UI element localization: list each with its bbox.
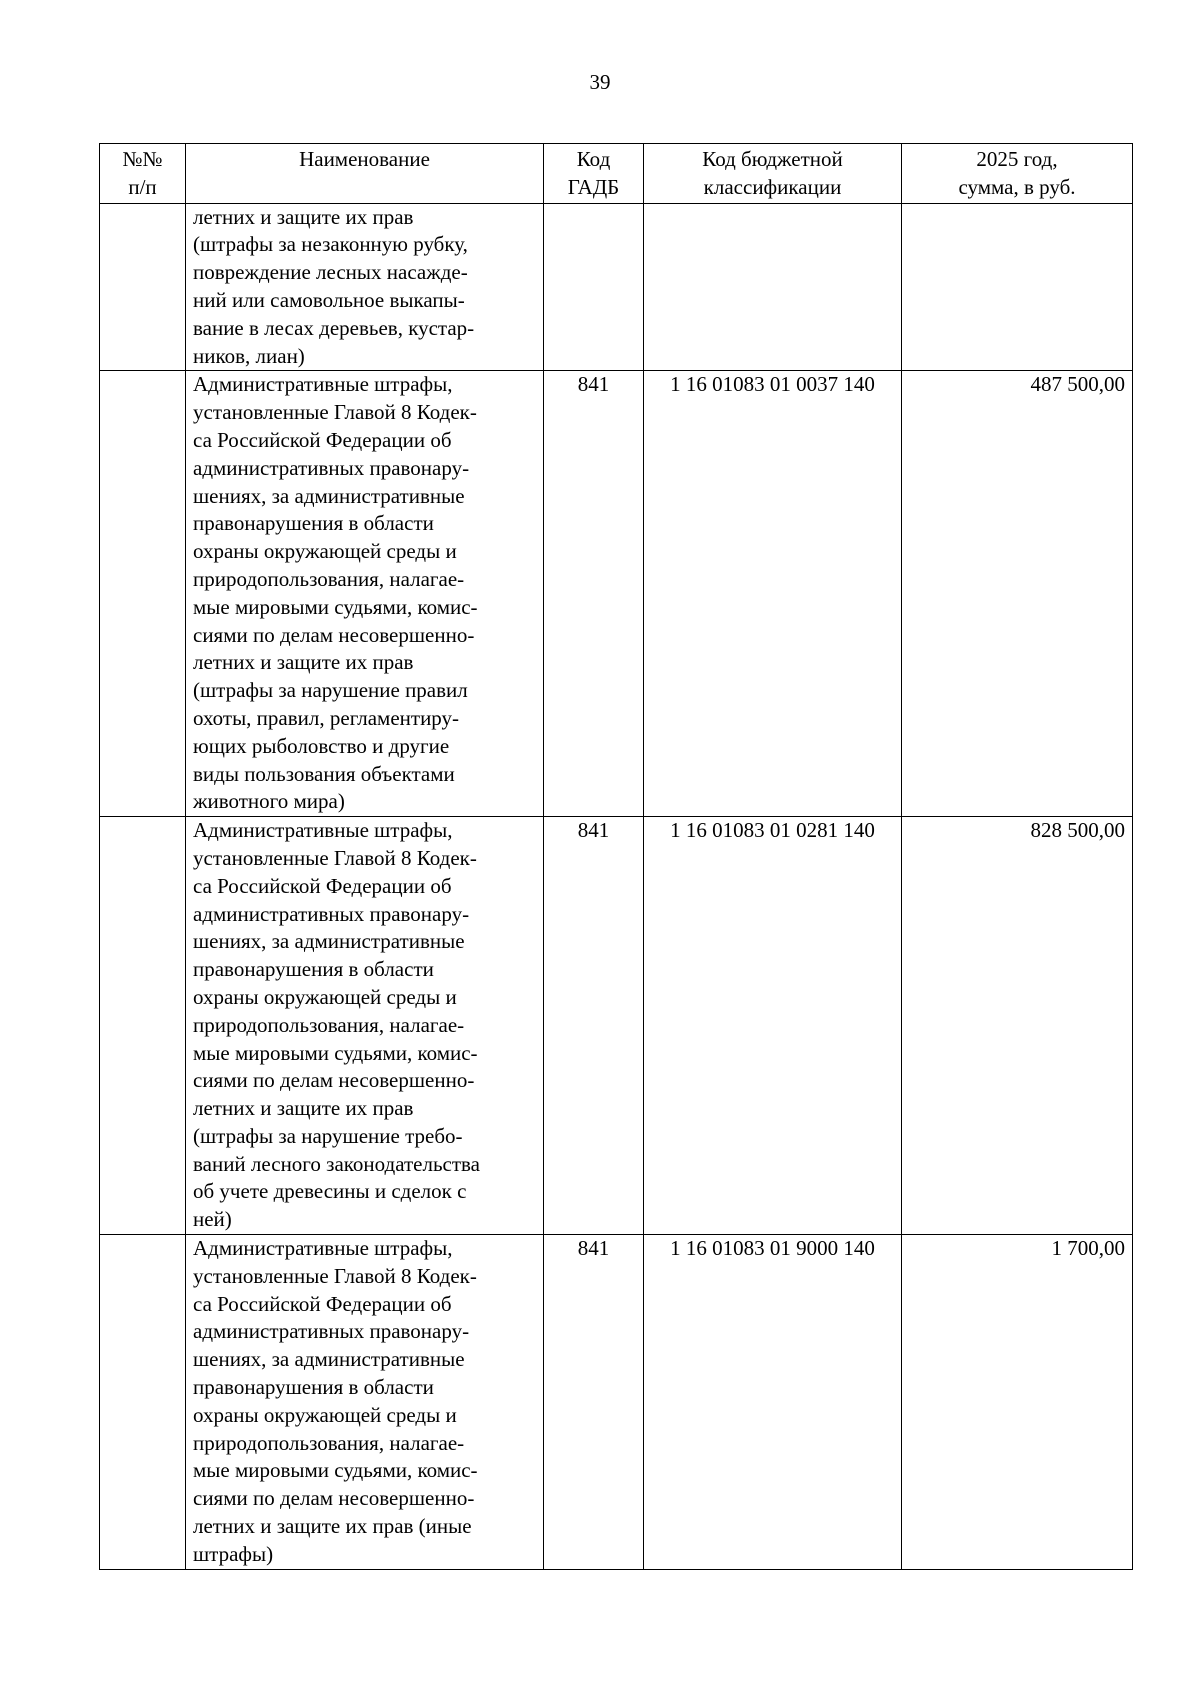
row-name-cell: летних и защите их прав (штрафы за незаконную рубку, повреждение лесных насажде- ний или самовольное выкапы- вание в лесах деревьев, кустар- ников, лиан)	[186, 203, 544, 371]
header-sum-line-1: 2025 год,	[976, 147, 1058, 171]
table-row	[100, 1235, 1133, 1570]
row-num-cell	[100, 203, 186, 371]
table-row	[100, 371, 1133, 817]
row-name-cell: Административные штрафы, установленные Главой 8 Кодек- са Российской Федерации об административных правонару- шениях, за административные правонарушения в области охраны окружающей среды и природопользования, налагае- мые мировыми судьями, комис- сиями по делам несовершенно- летних и защите их прав (иные штрафы)	[186, 1235, 544, 1570]
table-body	[100, 203, 1133, 1569]
header-gadb	[544, 144, 644, 204]
row-gadb-cell: 841	[544, 817, 644, 1235]
header-kbk	[644, 144, 902, 204]
page-number: 39	[589, 70, 611, 94]
table-row	[100, 203, 1133, 371]
row-sum-cell: 487 500,00	[902, 371, 1133, 817]
row-kbk-cell: 1 16 01083 01 0281 140	[644, 817, 902, 1235]
row-gadb-cell: 841	[544, 371, 644, 817]
header-num-line-1: №№	[122, 147, 163, 171]
row-name-cell: Административные штрафы, установленные Главой 8 Кодек- са Российской Федерации об административных правонару- шениях, за административные правонарушения в области охраны окружающей среды и природопользования, налагае- мые мировыми судьями, комис- сиями по делам несовершенно- летних и защите их прав (штрафы за нарушение правил охоты, правил, регламентиру- ющих рыболовство и другие виды пользования объектами животного мира)	[186, 371, 544, 817]
row-sum-cell: 828 500,00	[902, 817, 1133, 1235]
header-name-line-1: Наименование	[299, 147, 430, 171]
row-kbk-cell	[644, 203, 902, 371]
row-sum-cell	[902, 203, 1133, 371]
header-sum	[902, 144, 1133, 204]
header-row	[100, 144, 1133, 204]
row-gadb-cell: 841	[544, 1235, 644, 1570]
table-header	[100, 144, 1133, 204]
header-num-line-2: п/п	[128, 174, 157, 199]
header-gadb-line-1: Код	[576, 147, 611, 171]
row-num-cell	[100, 1235, 186, 1570]
row-num-cell	[100, 817, 186, 1235]
header-name	[186, 144, 544, 204]
header-num	[100, 144, 186, 204]
row-kbk-cell: 1 16 01083 01 0037 140	[644, 371, 902, 817]
row-gadb-cell	[544, 203, 644, 371]
budget-table	[99, 143, 1133, 1570]
row-sum-cell: 1 700,00	[902, 1235, 1133, 1570]
row-kbk-cell: 1 16 01083 01 9000 140	[644, 1235, 902, 1570]
header-sum-line-2: сумма, в руб.	[958, 174, 1076, 199]
row-name-cell: Административные штрафы, установленные Главой 8 Кодек- са Российской Федерации об административных правонару- шениях, за административные правонарушения в области охраны окружающей среды и природопользования, налагае- мые мировыми судьями, комис- сиями по делам несовершенно- летних и защите их прав (штрафы за нарушение требо- ваний лесного законодательства об учете древесины и сделок с ней)	[186, 817, 544, 1235]
header-kbk-line-2: классификации	[703, 174, 842, 199]
table-row	[100, 817, 1133, 1235]
header-kbk-line-1: Код бюджетной	[702, 147, 843, 171]
row-num-cell	[100, 371, 186, 817]
header-gadb-line-2: ГАДБ	[567, 174, 620, 199]
